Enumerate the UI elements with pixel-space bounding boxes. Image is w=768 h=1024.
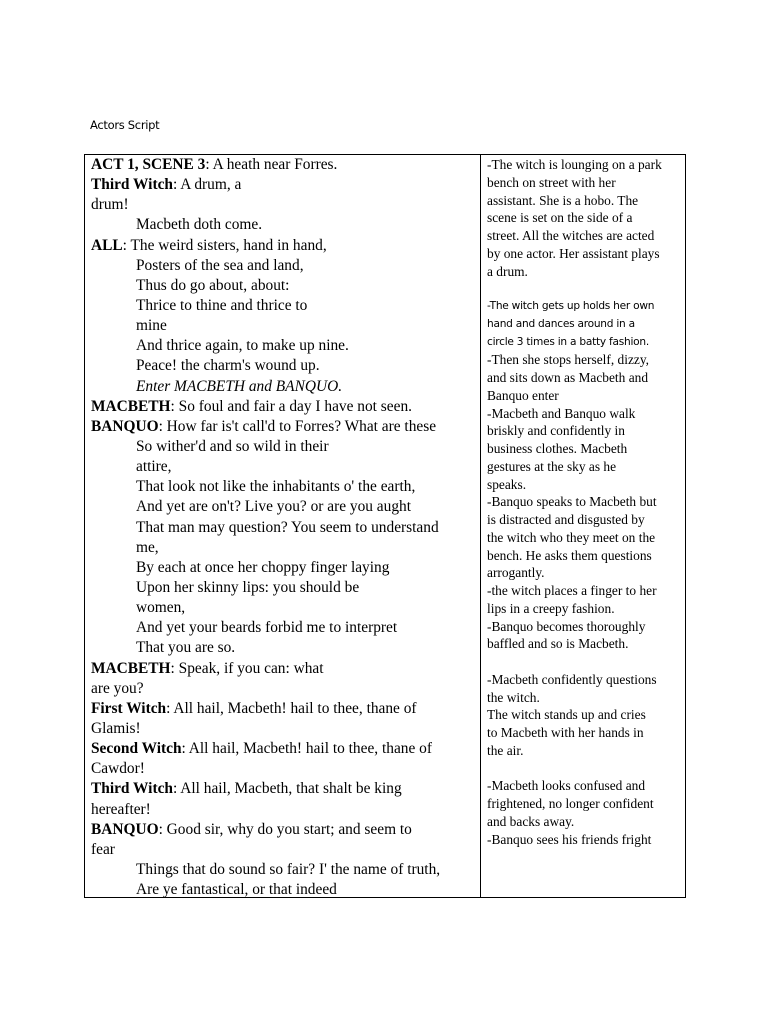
stage-note-line: is distracted and disgusted by: [487, 512, 645, 527]
dialogue-text: That man may question? You seem to understand: [136, 518, 439, 536]
dialogue-text: Macbeth doth come.: [136, 216, 263, 234]
dialogue-text: Cawdor!: [91, 760, 145, 778]
dialogue-line: [91, 739, 477, 759]
document-heading: Actors Script: [90, 118, 160, 132]
dialogue-text: : A drum, a: [172, 176, 242, 194]
column-divider: [480, 155, 481, 897]
speaker-name: ALL: [91, 236, 123, 254]
dialogue-line: [91, 638, 477, 658]
dialogue-line: [91, 518, 477, 538]
stage-note-line: lips in a creepy fashion.: [487, 600, 615, 616]
dialogue-line: [91, 477, 477, 497]
stage-note-line: -Macbeth and Banquo walk: [487, 405, 636, 421]
dialogue-text: hereafter!: [91, 800, 151, 818]
dialogue-line: [91, 598, 477, 618]
speaker-name: Third Witch: [91, 780, 173, 798]
stage-note-line: street. All the witches are acted: [487, 228, 655, 243]
dialogue-line: [91, 276, 477, 296]
stage-note-line: -Macbeth looks confused and: [487, 778, 646, 794]
dialogue-line: [91, 880, 477, 900]
dialogue-text: are you?: [91, 679, 144, 697]
note-spacer: [487, 280, 683, 298]
dialogue-line: [91, 840, 477, 860]
stage-note-line: to Macbeth with her hands in: [487, 725, 644, 740]
stage-note-line: -Banquo speaks to Macbeth but: [487, 494, 657, 510]
dialogue-text: Are ye fantastical, or that indeed: [136, 881, 337, 899]
dialogue-line: [91, 679, 477, 699]
dialogue-text: And yet your beards forbid me to interpret: [136, 619, 398, 637]
stage-note-line: bench. He asks them questions: [487, 547, 652, 563]
stage-notes-column: [487, 156, 683, 848]
stage-note-line: circle 3 times in a batty fashion.: [487, 335, 649, 348]
dialogue-text: : All hail, Macbeth! hail to thee, thane of: [166, 699, 417, 717]
dialogue-line: [91, 457, 477, 477]
dialogue-line: [91, 356, 477, 376]
dialogue-line: [91, 397, 477, 417]
dialogue-text: me,: [136, 538, 159, 556]
stage-note-line: frightened, no longer confident: [487, 796, 654, 811]
dialogue-line: [91, 155, 477, 175]
note-spacer: [487, 760, 683, 778]
stage-note-line: -The witch is lounging on a park: [487, 157, 662, 172]
stage-note-line: arrogantly.: [487, 565, 545, 581]
dialogue-text: That you are so.: [136, 639, 236, 657]
stage-direction: Enter MACBETH and BANQUO.: [136, 377, 343, 395]
dialogue-line: [91, 195, 477, 215]
speaker-name: MACBETH: [91, 397, 171, 415]
stage-note-line: hand and dances around in a: [487, 317, 635, 330]
speaker-name: MACBETH: [91, 659, 171, 677]
dialogue-line: [91, 860, 477, 880]
dialogue-line: [91, 820, 477, 840]
stage-note-line: the witch.: [487, 689, 540, 705]
dialogue-text: : How far is't call'd to Forres? What are these: [158, 417, 437, 435]
dialogue-line: [91, 538, 477, 558]
stage-note-line: -Then she stops herself, dizzy,: [487, 352, 650, 368]
dialogue-text: : All hail, Macbeth! hail to thee, thane of: [181, 740, 432, 758]
stage-note-line: -Banquo becomes thoroughly: [487, 618, 646, 634]
dialogue-line: [91, 437, 477, 457]
stage-note-line: Banquo enter: [487, 387, 559, 403]
dialogue-line: [91, 618, 477, 638]
dialogue-text: Upon her skinny lips: you should be: [136, 578, 360, 596]
stage-note-line: briskly and confidently in: [487, 423, 625, 439]
stage-note-line: the witch who they meet on the: [487, 529, 656, 545]
stage-note-line: assistant. She is a hobo. The: [487, 192, 639, 208]
dialogue-text: Posters of the sea and land,: [136, 256, 304, 274]
dialogue-line: [91, 417, 477, 437]
dialogue-text: Peace! the charm's wound up.: [136, 357, 320, 375]
dialogue-line: [91, 296, 477, 316]
dialogue-line: [91, 558, 477, 578]
dialogue-text: By each at once her choppy finger laying: [136, 558, 390, 576]
stage-note-line: -Macbeth confidently questions: [487, 671, 657, 687]
dialogue-column: [91, 155, 477, 900]
dialogue-text: mine: [136, 317, 167, 335]
dialogue-text: : The weird sisters, hand in hand,: [122, 236, 327, 254]
dialogue-line: [91, 236, 477, 256]
dialogue-text: : A heath near Forres.: [205, 156, 338, 173]
dialogue-line: [91, 215, 477, 235]
stage-note-line: bench on street with her: [487, 174, 616, 190]
stage-note-line: baffled and so is Macbeth.: [487, 636, 629, 652]
stage-note-line: -The witch gets up holds her own: [487, 300, 655, 312]
dialogue-text: drum!: [91, 196, 129, 214]
dialogue-text: So wither'd and so wild in their: [136, 437, 329, 455]
speaker-name: First Witch: [91, 699, 167, 717]
dialogue-text: : All hail, Macbeth, that shalt be king: [172, 780, 402, 798]
dialogue-line: [91, 336, 477, 356]
dialogue-text: Glamis!: [91, 719, 141, 737]
stage-note-line: and sits down as Macbeth and: [487, 370, 649, 385]
dialogue-line: [91, 377, 477, 397]
stage-note-line: scene is set on the side of a: [487, 210, 633, 226]
dialogue-text: : So foul and fair a day I have not seen.: [170, 397, 413, 415]
script-table: [84, 154, 686, 898]
dialogue-text: attire,: [136, 458, 172, 476]
speaker-name: ACT 1, SCENE 3: [91, 156, 206, 173]
dialogue-text: And thrice again, to make up nine.: [136, 337, 349, 355]
stage-note-line: -Banquo sees his friends fright: [487, 831, 652, 847]
dialogue-line: [91, 175, 477, 195]
dialogue-line: [91, 659, 477, 679]
note-spacer: [487, 653, 683, 671]
speaker-name: BANQUO: [91, 417, 159, 435]
dialogue-line: [91, 316, 477, 336]
dialogue-line: [91, 800, 477, 820]
dialogue-line: [91, 497, 477, 517]
stage-note-line: The witch stands up and cries: [487, 707, 646, 723]
dialogue-line: [91, 759, 477, 779]
speaker-name: Third Witch: [91, 176, 173, 194]
stage-note-line: a drum.: [487, 263, 528, 279]
speaker-name: BANQUO: [91, 820, 159, 838]
dialogue-text: Things that do sound so fair? I' the name of truth,: [136, 860, 441, 878]
stage-note-line: by one actor. Her assistant plays: [487, 245, 660, 261]
dialogue-text: And yet are on't? Live you? or are you aught: [136, 498, 412, 516]
dialogue-line: [91, 719, 477, 739]
dialogue-line: [91, 256, 477, 276]
stage-note-line: business clothes. Macbeth: [487, 441, 628, 456]
dialogue-text: That look not like the inhabitants o' the earth,: [136, 478, 416, 496]
stage-note-line: speaks.: [487, 476, 527, 492]
stage-note-line: and backs away.: [487, 813, 575, 829]
dialogue-line: [91, 699, 477, 719]
speaker-name: Second Witch: [91, 740, 182, 758]
dialogue-text: : Good sir, why do you start; and seem to: [158, 820, 412, 838]
stage-note-line: -the witch places a finger to her: [487, 583, 657, 598]
dialogue-text: Thrice to thine and thrice to: [136, 296, 308, 314]
dialogue-line: [91, 578, 477, 598]
dialogue-text: women,: [136, 599, 186, 617]
stage-note-line: gestures at the sky as he: [487, 458, 617, 474]
stage-note-line: the air.: [487, 742, 524, 758]
dialogue-text: fear: [91, 840, 115, 858]
dialogue-text: Thus do go about, about:: [136, 276, 290, 294]
dialogue-line: [91, 779, 477, 799]
dialogue-text: : Speak, if you can: what: [170, 659, 324, 677]
